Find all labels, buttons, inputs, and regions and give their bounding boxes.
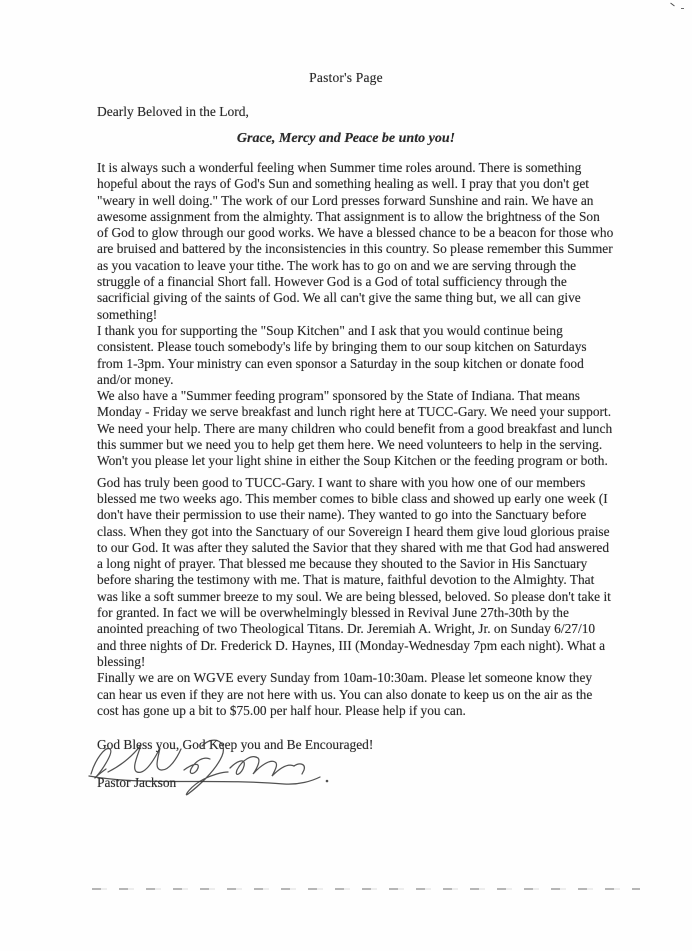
signer-name: Pastor Jackson <box>97 775 177 790</box>
scan-artifact-dashed-line <box>92 888 640 890</box>
scan-artifact-corner-mark <box>670 3 684 11</box>
paragraph-summer-feeding-program: We also have a "Summer feeding program" sponsored by the State of Indiana. That means Monday - Friday we serve breakfast and lunch right here at TUCC-Gary. We need your support. We need your help. There are many children who could benefit from a good breakfast and lunch this summer but we need you to help get them here. We need volunteers to help in the serving. Won't you please let your light shine in either the Soup Kitchen or the feeding program or both. <box>97 388 613 469</box>
paragraph-member-testimony: God has truly been good to TUCC-Gary. I want to share with you how one of our members blessed me two weeks ago. This member comes to bible class and showed up early one week (I don't have their permission to use their name). They wanted to go into the Sanctuary before class. When they got into the Sanctuary of our Sovereign I heard them give loud glorious praise to our God. It was after they saluted the Savior that they shared with me that God had answered a long night of prayer. That blessed me because they shouted to the Savior in His Sanctuary before sharing the testimony with me. That is mature, faithful devotion to the Almighty. That was like a soft summer breeze to my soul. We are being blessed, beloved. So please don't take it for granted. In fact we will be overwhelmingly blessed in Revival June 27th-30th by the anointed preaching of two Theological Titans. Dr. Jeremiah A. Wright, Jr. on Sunday 6/27/10 and three nights of Dr. Frederick D. Haynes, III (Monday-Wednesday 7pm each night). What a blessing! <box>97 474 611 669</box>
greeting-line: Grace, Mercy and Peace be unto you! <box>236 131 456 146</box>
paragraph-radio-broadcast: Finally we are on WGVE every Sunday from 10am-10:30am. Please let someone know they can hear us even if they are not here with us. You can also donate to keep us on the air as the cost has gone up a bit to $75.00 per half hour. Please help if you can. <box>97 670 593 718</box>
closing-line: God Bless you, God Keep you and Be Encouraged! <box>97 737 374 752</box>
paragraph-summer-intro: It is always such a wonderful feeling when Summer time roles around. There is something hopeful about the rays of God's Sun and something healing as well. I pray that you don't get "weary in well doing." The work of our Lord presses forward Sunshine and rain. We have an awesome assignment from the almighty. That assignment is to allow the brightness of the Son of God to glow through our good works. We have a blessed chance to be a beacon for those who are bruised and battered by the inconsistencies in this country. So please remember this Summer as you vacation to leave your tithe. The work has to go on and we are serving through the struggle of a financial Short fall. However God is a God of total sufficiency through the sacrificial giving of the saints of God. We all can't give the same thing but, we all can give something! <box>97 160 614 322</box>
paragraph-soup-kitchen: I thank you for supporting the "Soup Kitchen" and I ask that you would continue being consistent. Please touch somebody's life by bringing them to our soup kitchen on Saturdays from 1-3pm. Your ministry can even sponsor a Saturday in the soup kitchen or donate food and/or money. <box>97 322 587 387</box>
letter-body <box>97 160 614 719</box>
salutation-line: Dearly Beloved in the Lord, <box>97 104 249 119</box>
page-title: Pastor's Page <box>309 70 383 85</box>
